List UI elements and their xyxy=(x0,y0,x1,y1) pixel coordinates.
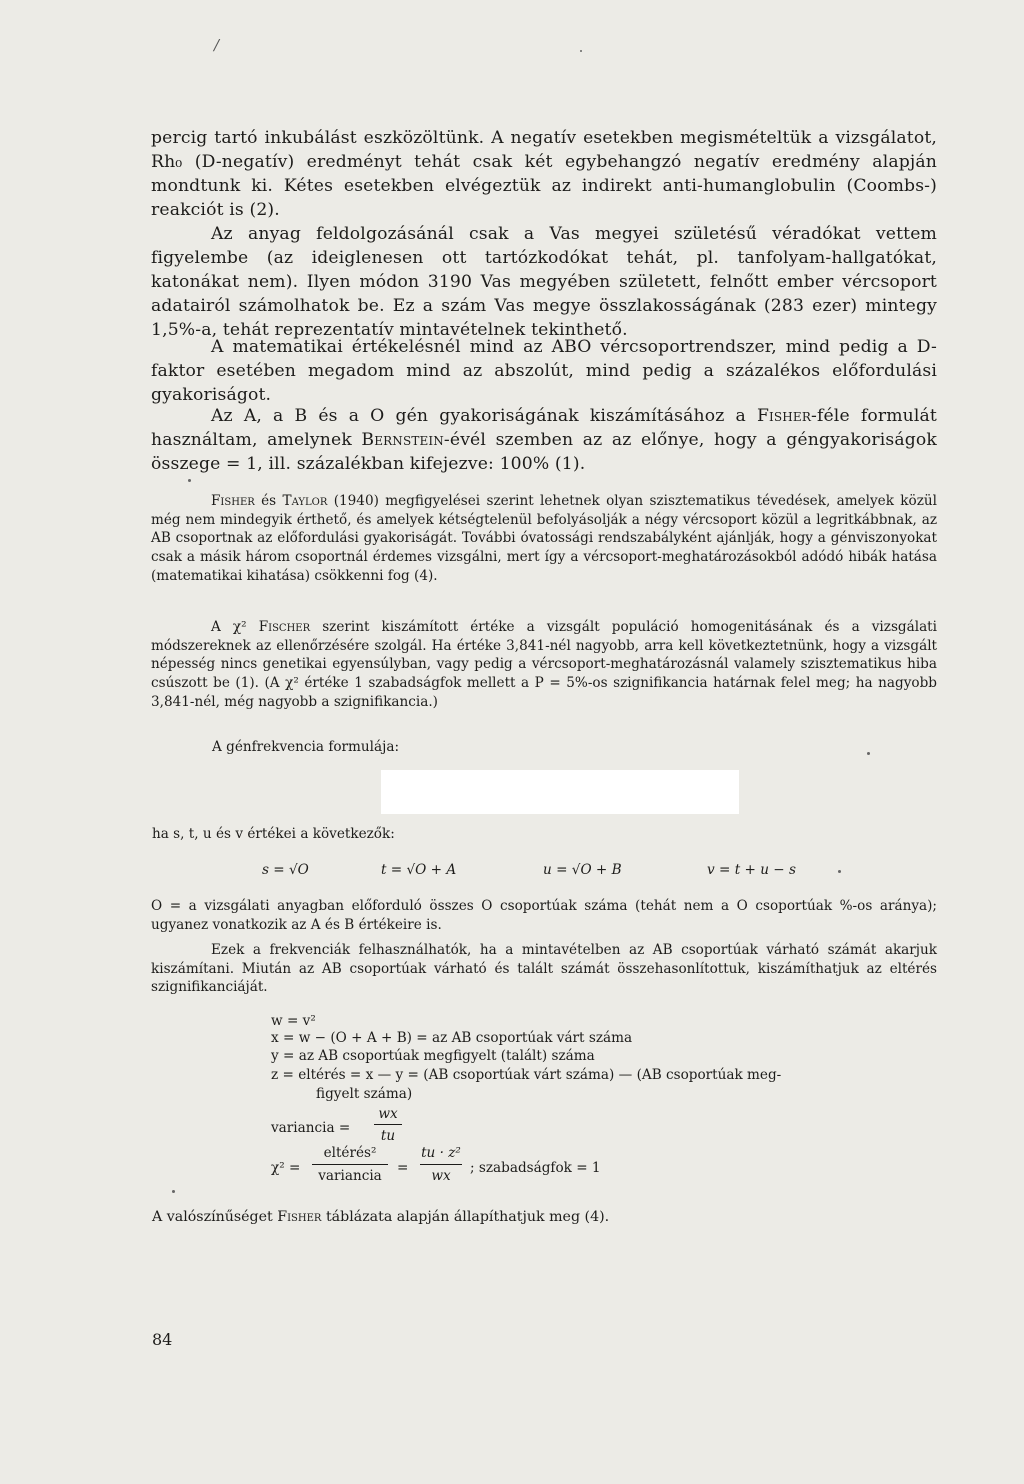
text-run: A valószínűséget xyxy=(152,1209,278,1225)
values-intro: ha s, t, u és v értékei a következők: xyxy=(152,826,395,842)
def-x: x = w − (O + A + B) = az AB csoportúak várt száma xyxy=(271,1030,633,1046)
chi-numerator-2: tu · z² xyxy=(421,1145,461,1161)
author-bernstein: Bernstein xyxy=(361,430,444,451)
author-fisher: Fisher xyxy=(211,493,255,509)
paragraph-incubation: percig tartó inkubálást eszközöltünk. A negatív esetekben megismételtük a vizsgálatot, Rh₀ (D-negatív) eredményt tehát csak két egybehangzó negatív eredmény alapján mondtunk ki. Kétes esetekben elvégeztük az indirekt anti-humanglobulin (Coombs-) reakciót is (2). xyxy=(151,128,937,221)
formula-s: s = √O xyxy=(262,862,309,878)
chi-fraction-bar-2 xyxy=(420,1164,462,1165)
chi-denominator-1: variancia xyxy=(318,1168,382,1184)
note-o-definition: O = a vizsgálati anyagban előforduló összes O csoportúak száma (tehát nem a O csoportúak %-os aránya); ugyanez vonatkozik az A és B értékeire is. xyxy=(151,898,937,933)
author-taylor: Taylor xyxy=(282,493,328,509)
paragraph-material: Az anyag feldolgozásánál csak a Vas megyei születésű véradókat vettem figyelembe (az ideiglenesen ott tartózkodókat tehát, pl. tanfolyam-hallgatókat, katonákat nem). Ilyen módon 3190 Vas megyében született, felnőtt ember vércsoport adatairól számolhatok be. Ez a szám Vas megye összlakosságának (283 ezer) mintegy 1,5%-a, tehát reprezentatív mintavételnek tekinthető. xyxy=(151,224,937,341)
text-run: és xyxy=(254,493,283,509)
variance-label: variancia = xyxy=(271,1120,351,1136)
speck-mark xyxy=(867,752,870,755)
author-fisher: Fisher xyxy=(277,1209,322,1225)
text-run: -évél szemben az az előnye, hogy a géngyakoriságok összege = 1, ill. százalékban kifejezve: 100% (1). xyxy=(151,430,937,475)
formula-t: t = √O + A xyxy=(381,862,457,878)
speck-mark xyxy=(172,1190,175,1193)
text-run: (1940) megfigyelései szerint lehetnek olyan szisztematikus tévedések, amelyek közül még nem mindegyik érthető, és amelyek kétségtelenül befolyásolják a négy vércsoport közül a legritkábbnak, az AB csoportnak az előfordulási gyakoriságát. További óvatossági rendszabályként ajánlják, hogy a génviszonyokat csak a másik három csoportnál érdemes vizsgálni, mert így a vércsoport-meghatározásokból adódó hibák hatása (matematikai kihatása) csökkenni fog (4). xyxy=(151,493,937,584)
def-w: w = v² xyxy=(271,1013,316,1029)
author-fischer: Fischer xyxy=(258,619,311,635)
formula-v: v = t + u − s xyxy=(707,862,796,878)
note-fisher-taylor xyxy=(151,492,937,586)
chi-equals: = xyxy=(397,1160,409,1176)
variance-numerator: wx xyxy=(378,1106,398,1122)
note-frequencies: Ezek a frekvenciák felhasználhatók, ha a mintavételben az AB csoportúak várható számát akarjuk kiszámítani. Miután az AB csoportúak várható és talált számát összehasonlítottuk, kiszámíthatjuk az eltérés szignifikanciáját. xyxy=(151,942,937,996)
genfreq-label: A génfrekvencia formulája: xyxy=(212,739,400,755)
top-mark: / xyxy=(214,36,220,54)
text-run: Az A, a B és a O gén gyakoriságának kiszámításához a xyxy=(211,406,757,426)
conclusion xyxy=(152,1208,609,1226)
note-chi-square xyxy=(151,618,937,712)
speck-mark xyxy=(580,50,582,52)
author-fisher: Fisher xyxy=(756,406,812,426)
variance-denominator: tu xyxy=(380,1128,396,1144)
chi-denominator-2: wx xyxy=(431,1168,451,1184)
chi-lhs: χ² = xyxy=(271,1160,301,1176)
page-number: 84 xyxy=(152,1330,173,1349)
variance-fraction-bar xyxy=(374,1124,402,1125)
text-run: szerint kiszámított értéke a vizsgált populáció homogenitásának és a vizsgálati módszereknek az ellenőrzésére szolgál. Ha értéke 3,841-nél nagyobb, arra kell következtetnünk, hogy a vizsgált népesség nincs genetikai egyensúlyban, vagy pedig a vércsoport-meghatározásnál valamely szisztematikus hiba csúszott be (1). (A χ² értéke 1 szabadságfok mellett a P = 5%-os szignifikancia határnak felel meg; ha nagyobb 3,841-nél, még nagyobb a szignifikancia.) xyxy=(151,619,937,710)
chi-degrees-of-freedom: ; szabadságfok = 1 xyxy=(470,1160,601,1176)
def-z: z = eltérés = x — y = (AB csoportúak várt száma) — (AB csoportúak meg- xyxy=(271,1067,782,1083)
paragraph-evaluation: A matematikai értékelésnél mind az ABO vércsoportrendszer, mind pedig a D-faktor esetében megadom mind az abszolút, mind pedig a százalékos előfordulási gyakoriságot. xyxy=(151,337,937,406)
chi-fraction-bar-1 xyxy=(312,1164,388,1165)
text-run: A χ² xyxy=(211,619,259,635)
chi-numerator-1: eltérés² xyxy=(323,1145,377,1161)
text-run: -féle formulát használtam, amelynek xyxy=(151,406,937,451)
text-run: táblázata alapján állapíthatjuk meg (4). xyxy=(321,1209,610,1225)
speck-mark xyxy=(188,479,191,482)
paragraph-gene-frequency xyxy=(151,404,937,476)
formula-u: u = √O + B xyxy=(543,862,622,878)
def-z-continued: figyelt száma) xyxy=(316,1086,413,1102)
def-y: y = az AB csoportúak megfigyelt (talált) száma xyxy=(271,1048,595,1064)
formula-blank-area xyxy=(381,770,739,814)
speck-mark xyxy=(838,870,841,873)
